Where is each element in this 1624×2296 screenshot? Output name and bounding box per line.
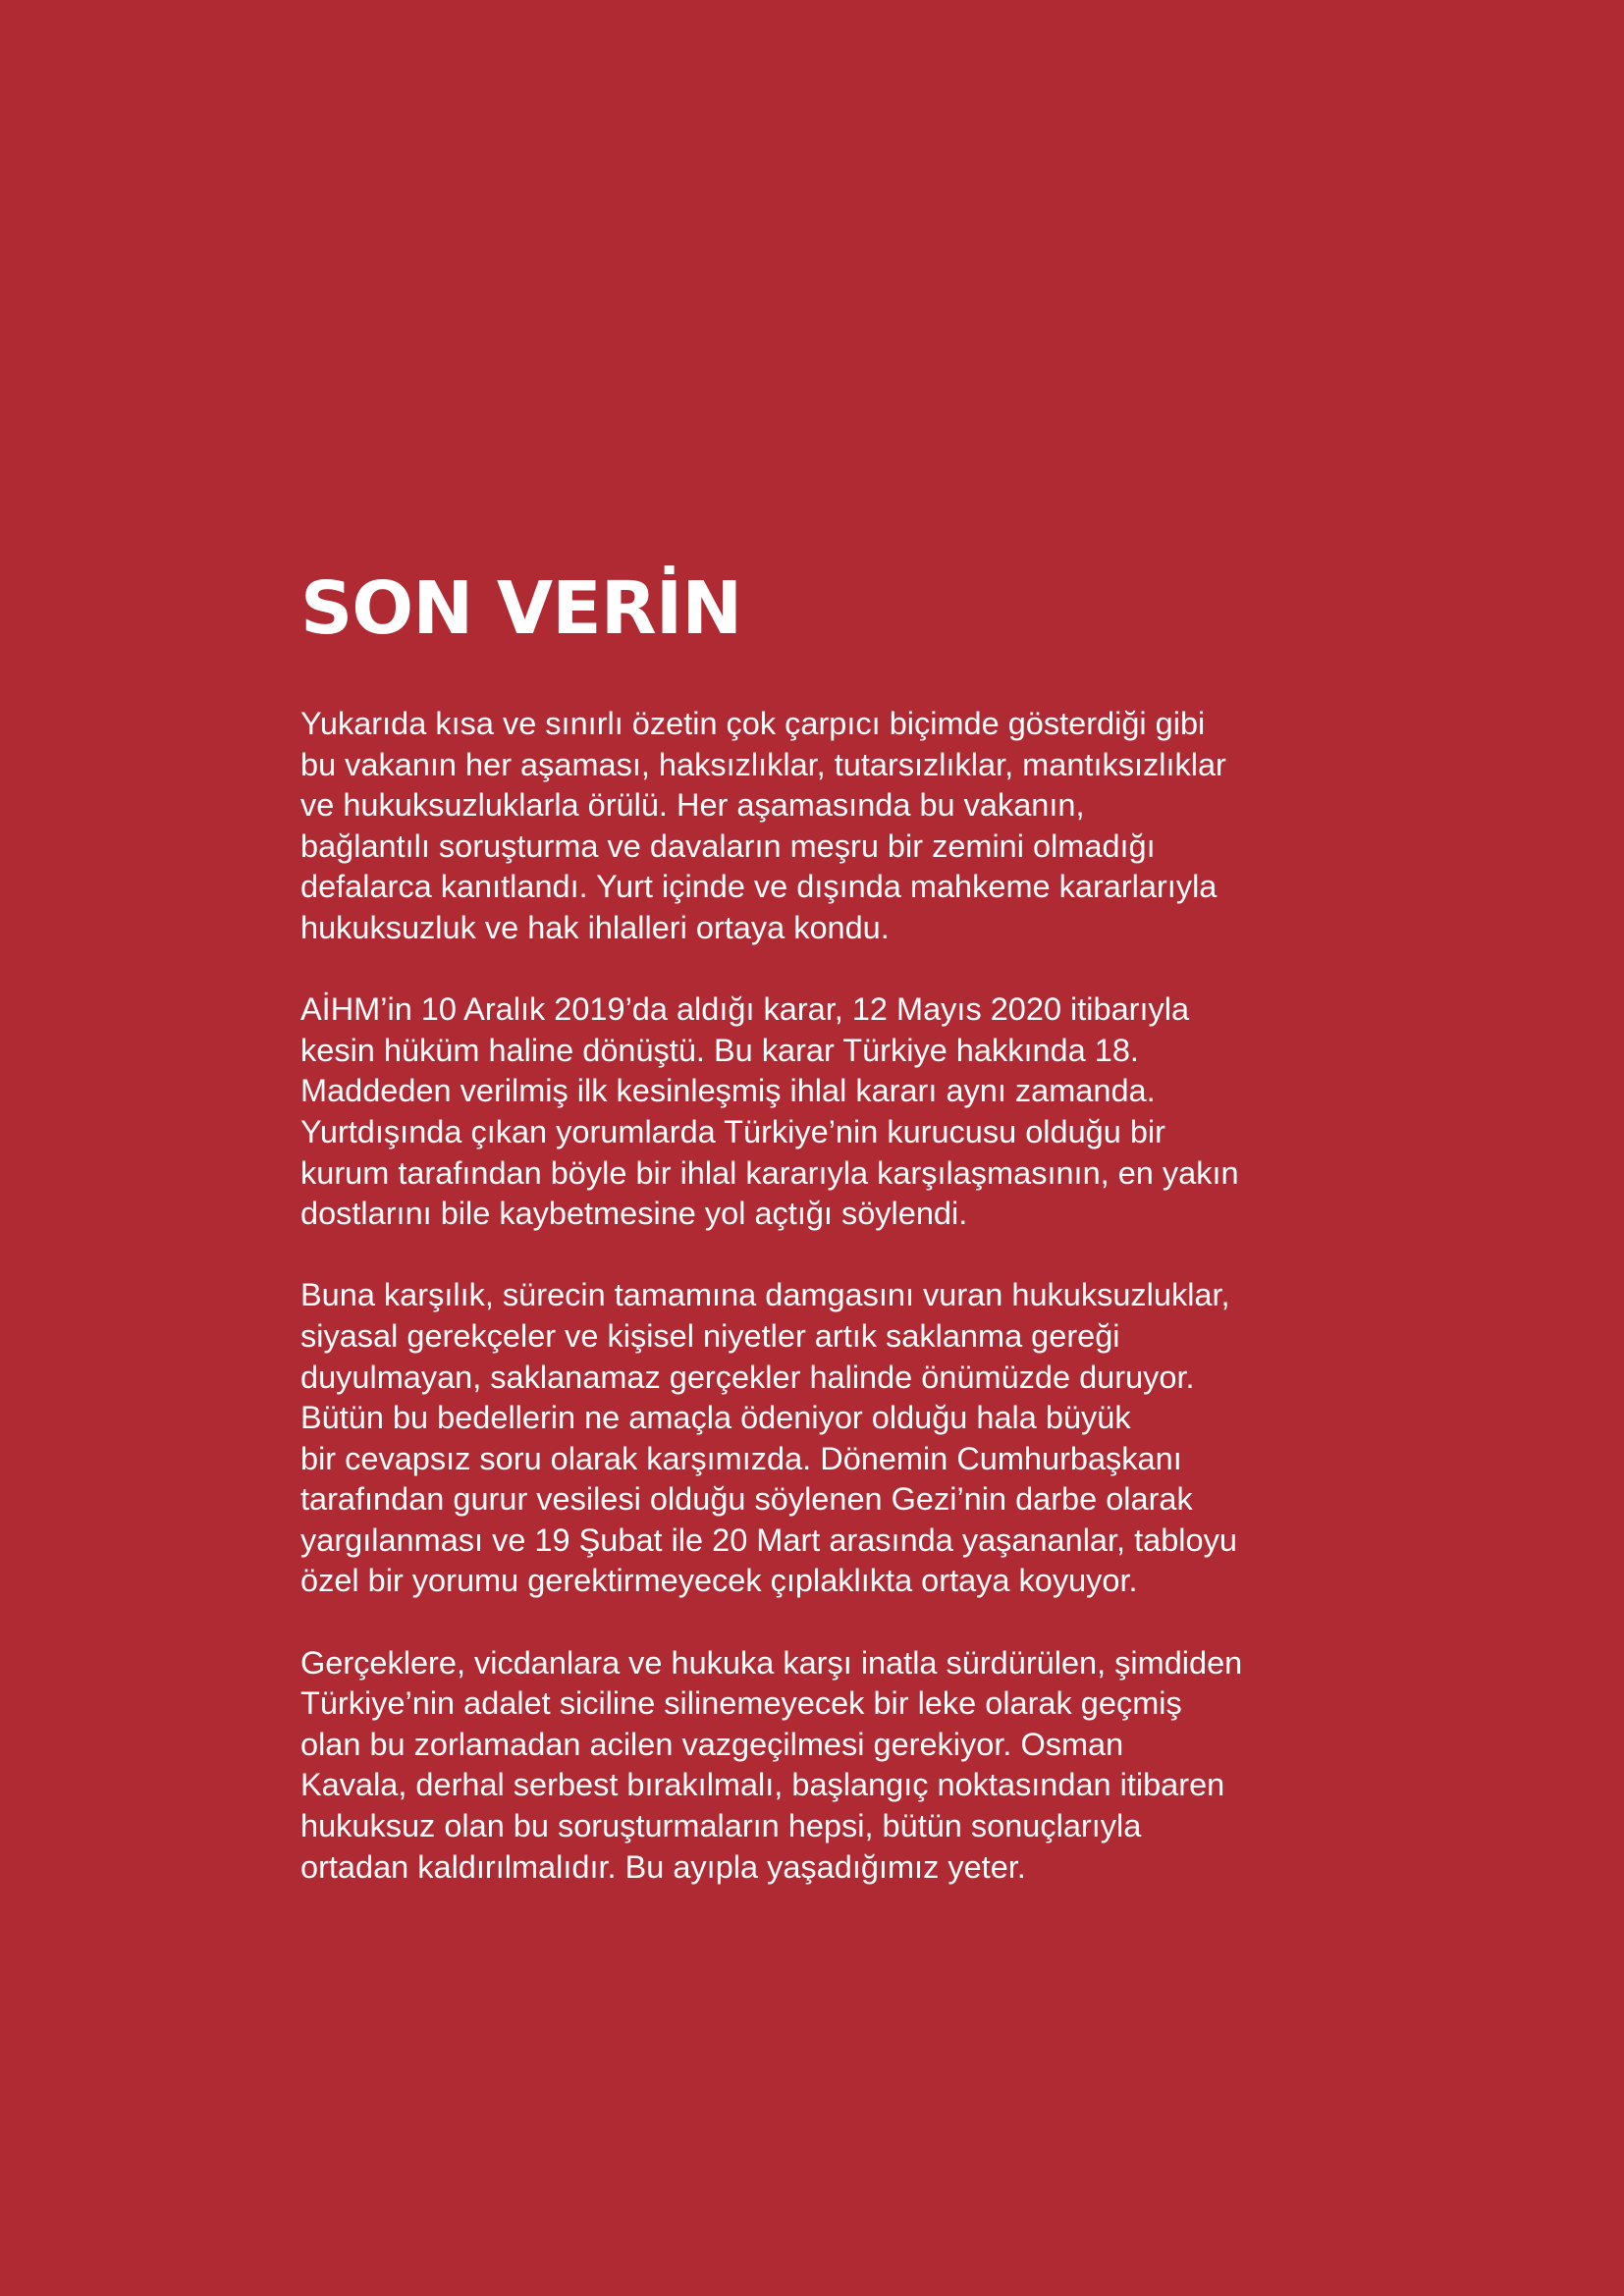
page-title: SON VERİN — [300, 566, 742, 651]
text-line: hukuksuz olan bu soruşturmaların hepsi, bütün sonuçlarıyla — [300, 1808, 1142, 1844]
text-line: kesin hüküm haline dönüştü. Bu karar Türkiye hakkında 18. — [300, 1032, 1139, 1068]
text-line: defalarca kanıtlandı. Yurt içinde ve dışında mahkeme kararlarıyla — [300, 869, 1218, 905]
paragraph-2 — [300, 989, 1341, 1235]
text-line: dostlarını bile kaybetmesine yol açtığı söylendi. — [300, 1196, 968, 1232]
text-line: AİHM’in 10 Aralık 2019’da aldığı karar, 12 Mayıs 2020 itibarıyla — [300, 991, 1190, 1028]
text-line: Türkiye’nin adalet siciline silinemeyecek bir leke olarak geçmiş — [300, 1685, 1182, 1722]
paragraph-4 — [300, 1643, 1341, 1889]
text-line: duyulmayan, saklanamaz gerçekler halinde önümüzde duruyor. — [300, 1359, 1195, 1395]
text-line: hukuksuzluk ve hak ihlalleri ortaya kondu. — [300, 909, 890, 945]
text-line: ve hukuksuzluklarla örülü. Her aşamasında bu vakanın, — [300, 787, 1085, 824]
paragraph-3 — [300, 1275, 1341, 1602]
text-line: ortadan kaldırılmalıdır. Bu ayıpla yaşadığımız yeter. — [300, 1848, 1026, 1885]
text-line: yargılanması ve 19 Şubat ile 20 Mart arasında yaşananlar, tabloyu — [300, 1522, 1237, 1558]
text-line: Kavala, derhal serbest bırakılmalı, başlangıç noktasından itibaren — [300, 1767, 1225, 1803]
text-line: siyasal gerekçeler ve kişisel niyetler artık saklanma gereği — [300, 1317, 1120, 1354]
text-line: özel bir yorumu gerektirmeyecek çıplaklıkta ortaya koyuyor. — [300, 1563, 1138, 1599]
text-line: Bütün bu bedellerin ne amaçla ödeniyor olduğu hala büyük — [300, 1400, 1131, 1436]
content-column — [300, 564, 1341, 1888]
text-line: Gerçeklere, vicdanlara ve hukuka karşı inatla sürdürülen, şimdiden — [300, 1644, 1243, 1681]
text-line: Yukarıda kısa ve sınırlı özetin çok çarpıcı biçimde gösterdiği gibi — [300, 706, 1206, 741]
text-line: olan bu zorlamadan acilen vazgeçilmesi gerekiyor. Osman — [300, 1726, 1124, 1762]
text-line: Yurtdışında çıkan yorumlarda Türkiye’nin kurucusu olduğu bir — [300, 1113, 1165, 1149]
text-line: bir cevapsız soru olarak karşımızda. Dönemin Cumhurbaşkanı — [300, 1440, 1182, 1476]
text-line: Maddeden verilmiş ilk kesinleşmiş ihlal kararı aynı zamanda. — [300, 1073, 1156, 1109]
text-line: tarafından gurur vesilesi olduğu söylenen Gezi’nin darbe olarak — [300, 1481, 1193, 1518]
text-line: kurum tarafından böyle bir ihlal kararıyla karşılaşmasının, en yakın — [300, 1154, 1239, 1191]
text-line: bağlantılı soruşturma ve davaların meşru bir zemini olmadığı — [300, 828, 1156, 864]
text-line: bu vakanın her aşaması, haksızlıklar, tutarsızlıklar, mantıksızlıklar — [300, 746, 1226, 782]
text-line: Buna karşılık, sürecin tamamına damgasını vuran hukuksuzluklar, — [300, 1277, 1230, 1313]
paragraph-1 — [300, 704, 1341, 949]
